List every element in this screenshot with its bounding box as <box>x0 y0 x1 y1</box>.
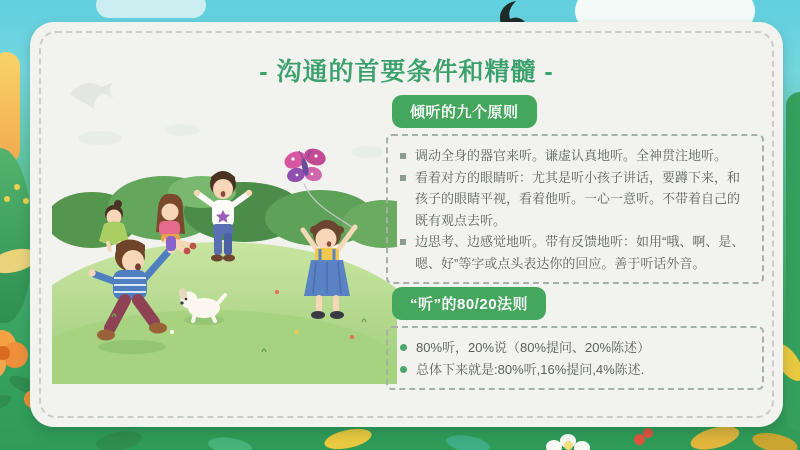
list-item <box>400 145 750 167</box>
section-header-listening-principles: 倾听的九个原则 <box>392 95 537 128</box>
bullet-square-icon <box>400 153 406 159</box>
left-hill <box>0 148 32 323</box>
illustration-clouds <box>78 124 383 158</box>
children-playing-illustration <box>52 122 397 384</box>
bullet-square-icon <box>400 239 406 245</box>
bullet-dot-icon <box>400 366 407 373</box>
yellow-leaf <box>323 425 374 450</box>
list-item <box>400 337 750 359</box>
slide-card <box>30 22 783 427</box>
list-item <box>400 167 750 232</box>
flower-dot <box>23 198 29 204</box>
bullet-text: 看着对方的眼睛听：尤其是听小孩子讲话，要蹲下来，和孩子的眼睛平视，看着他听。一心一意听。不带着自己的既有观点去听。 <box>415 169 741 228</box>
white-flower <box>546 432 592 450</box>
sunlight-edge <box>0 52 20 164</box>
bullet-text: 80%听，20%说（80%提问、20%陈述） <box>416 340 651 355</box>
bullet-text: 边思考、边感觉地听。带有反馈地听：如用“哦、啊、是、嗯、好”等字或点头表达你的回应。善于听话外音。 <box>415 234 745 271</box>
teal-leaf <box>445 432 491 450</box>
yellow-leaf <box>751 429 800 450</box>
list-item <box>400 359 750 381</box>
cloud <box>96 0 206 18</box>
8020-rule-box <box>386 326 764 390</box>
flower-dot <box>4 196 10 202</box>
bullet-text: 总体下来就是:80%听,16%提问,4%陈述. <box>416 361 645 377</box>
bullet-dot-icon <box>400 344 407 351</box>
flower-dot <box>14 184 20 190</box>
green-leaf <box>207 435 253 450</box>
bullet-text: 调动全身的器官来听。谦虚认真地听。全神贯注地听。 <box>415 148 728 163</box>
section-header-8020-rule: “听”的80/20法则 <box>392 287 546 320</box>
green-leaf <box>95 428 143 450</box>
bullet-square-icon <box>400 175 406 181</box>
red-flower <box>634 428 656 446</box>
list-item <box>400 231 750 274</box>
slide-title: - 沟通的首要条件和精髓 - <box>259 58 554 86</box>
listening-principles-box <box>386 134 764 284</box>
